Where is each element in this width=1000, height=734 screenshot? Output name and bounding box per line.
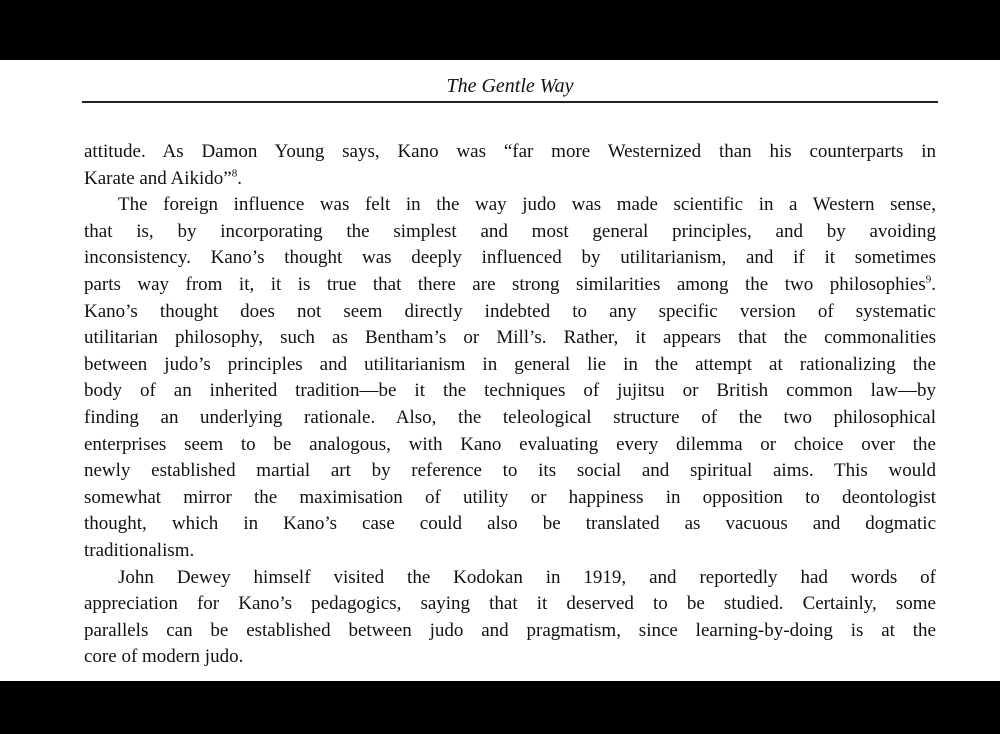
paragraph-3: [84, 565, 936, 671]
header-rule: [82, 101, 938, 103]
footnote-marker[interactable]: 9: [925, 273, 932, 286]
text-line: parallels can be established between judo and pragmatism, since learning-by-doing is at the: [84, 619, 936, 641]
paragraph-1: [84, 139, 936, 192]
text-line: newly established martial art by reference to its social and spiritual aims. This would: [84, 460, 936, 482]
text-line: John Dewey himself visited the Kodokan in 1919, and reportedly had words of: [118, 566, 936, 588]
text-line: enterprises seem to be analogous, with Kano evaluating every dilemma or choice over the: [84, 433, 936, 455]
text-line: thought, which in Kano’s case could also be translated as vacuous and dogmatic: [84, 513, 936, 535]
text-line: body of an inherited tradition—be it the techniques of jujitsu or British common law—by: [84, 380, 936, 402]
text-line: inconsistency. Kano’s thought was deeply influenced by utilitarianism, and if it sometimes: [84, 247, 936, 269]
text-line: core of modern judo.: [84, 646, 244, 668]
paragraph-2: [84, 192, 936, 564]
text-line: appreciation for Kano’s pedagogics, saying that it deserved to be studied. Certainly, some: [84, 593, 936, 615]
text-line: somewhat mirror the maximisation of utility or happiness in opposition to deontologist: [84, 486, 936, 508]
text-line: that is, by incorporating the simplest and most general principles, and by avoiding: [84, 220, 936, 242]
text-line: between judo’s principles and utilitarianism in general lie in the attempt at rationalizing the: [84, 353, 936, 375]
text-line: utilitarian philosophy, such as Bentham’s or Mill’s. Rather, it appears that the commonalities: [84, 327, 936, 349]
text-line: Karate and Aikido”$^8$.: [84, 167, 242, 189]
bottom-black-bar: [0, 681, 1000, 734]
text-line: Kano’s thought does not seem directly indebted to any specific version of systematic: [84, 300, 936, 322]
body-text: [84, 139, 936, 671]
text-line: traditionalism.: [84, 539, 195, 561]
text-line: attitude. As Damon Young says, Kano was “far more Westernized than his counterparts in: [84, 141, 936, 162]
running-header-title: The Gentle Way: [446, 75, 574, 97]
text-line: parts way from it, it is true that there are strong similarities among the two philosophies$^9$.: [84, 273, 936, 295]
footnote-marker[interactable]: 8: [231, 167, 238, 180]
top-black-bar: [0, 0, 1000, 60]
book-page: [0, 60, 1000, 681]
text-line: The foreign influence was felt in the way judo was made scientific in a Western sense,: [118, 194, 936, 216]
text-line: finding an underlying rationale. Also, the teleological structure of the two philosophical: [84, 406, 936, 428]
